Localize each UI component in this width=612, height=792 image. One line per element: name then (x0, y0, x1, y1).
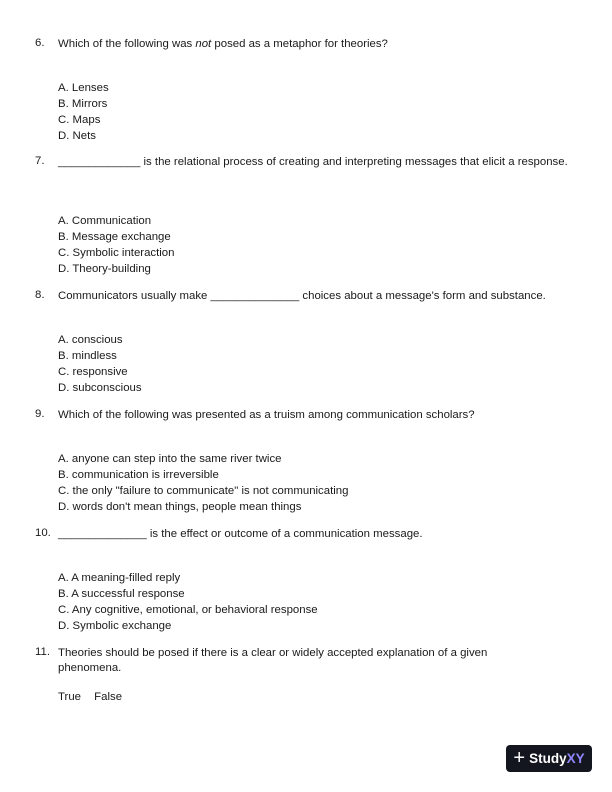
option-a: A. A meaning-filled reply (58, 572, 181, 584)
option-c: C. Maps (58, 114, 101, 126)
true-false-options (58, 690, 132, 705)
question-text: Which of the following was presented as a truism among communication scholars? (58, 409, 475, 421)
option-c: C. Symbolic interaction (58, 247, 175, 259)
option-d: D. Theory-building (58, 263, 151, 275)
plus-icon: + (513, 746, 526, 769)
option-b: B. Message exchange (58, 231, 171, 243)
question-text: Theories should be posed if there is a clear or widely accepted explanation of a given phenomena. (58, 647, 488, 674)
question-number: 6. (35, 37, 45, 49)
option-c: C. Any cognitive, emotional, or behavioral response (58, 604, 318, 616)
option-a: A. Communication (58, 215, 152, 227)
option-true: True (58, 691, 81, 703)
option-c: C. responsive (58, 366, 128, 378)
question-number: 8. (35, 289, 45, 301)
question-number: 11. (35, 646, 50, 658)
question-text: Communicators usually make ______________ choices about a message's form and substance. (58, 290, 546, 302)
question-text: ______________ is the effect or outcome of a communication message. (58, 528, 423, 540)
option-b: B. mindless (58, 350, 117, 362)
option-b: B. A successful response (58, 588, 185, 600)
option-c: C. the only "failure to communicate" is not communicating (58, 485, 349, 497)
option-d: D. Nets (58, 130, 96, 142)
option-a: A. conscious (58, 334, 123, 346)
option-d: D. subconscious (58, 382, 142, 394)
option-false: False (94, 691, 123, 703)
brand-name: StudyXY (529, 751, 585, 766)
question-number: 7. (35, 155, 45, 167)
option-a: A. Lenses (58, 82, 109, 94)
question-text: Which of the following was not posed as a metaphor for theories? (58, 38, 388, 50)
option-b: B. communication is irreversible (58, 469, 219, 481)
emphasis-not: not (195, 38, 212, 50)
question-number: 10. (35, 527, 51, 539)
option-d: D. words don't mean things, people mean things (58, 501, 302, 513)
question-number: 9. (35, 408, 45, 420)
studyxy-badge (506, 745, 592, 772)
option-b: B. Mirrors (58, 98, 108, 110)
question-text: _____________ is the relational process of creating and interpreting messages that elicit a response. (58, 156, 568, 168)
option-a: A. anyone can step into the same river twice (58, 453, 282, 465)
option-d: D. Symbolic exchange (58, 620, 172, 632)
